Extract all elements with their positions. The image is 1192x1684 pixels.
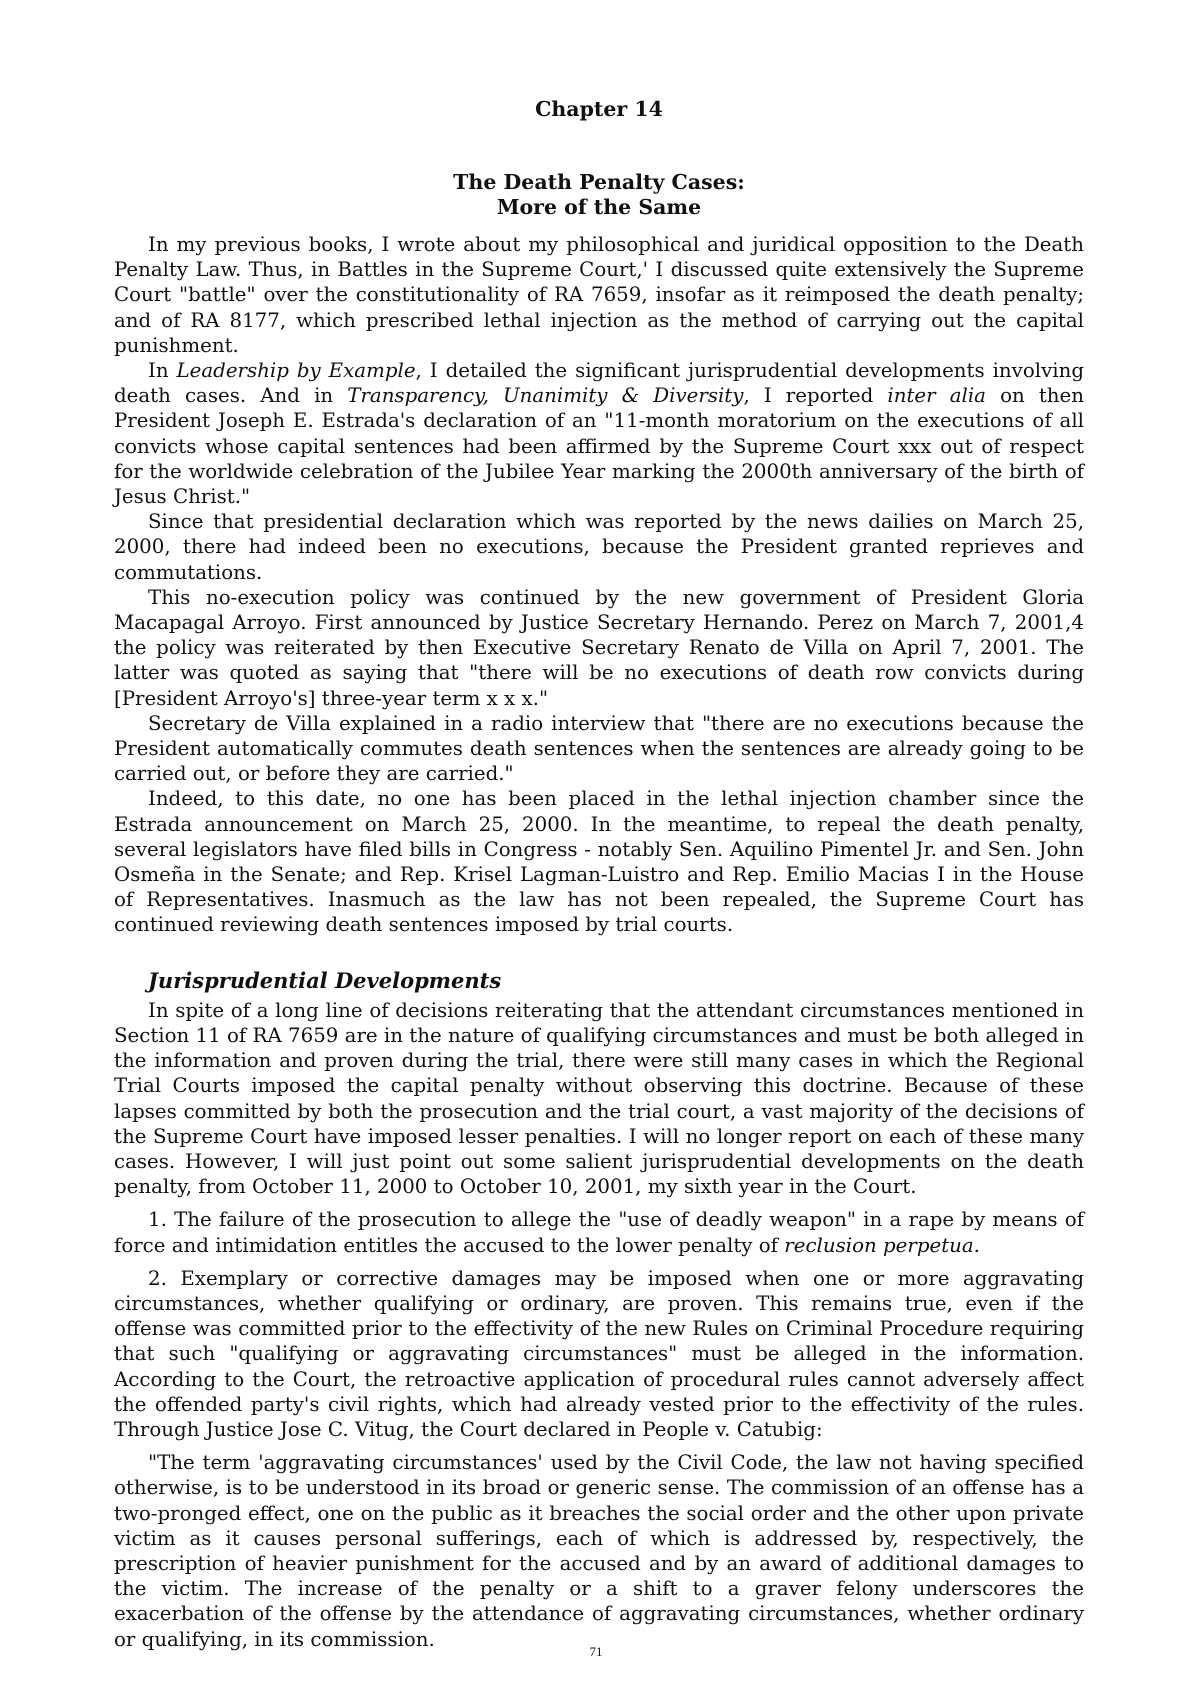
paragraph-3: Since that presidential declaration which was reported by the news dailies on March 25, 2000, there had indeed been no executions, because the President granted reprieves and commutations. <box>114 510 1084 584</box>
paragraph-2-text-g: on then President Joseph E. Estrada's declaration of an "11-month moratorium on the executions of all convicts whose capital sentences had been affirmed by the Supreme Court xxx out of respect for the worldwide celebration of the Jubilee Year marking the 2000th anniversary of the birth of Jesus Christ." <box>114 384 1084 509</box>
paragraph-5: Secretary de Villa explained in a radio interview that "there are no executions because the President automatically commutes death sentences when the sentences are already going to be carried out, or before they are carried." <box>114 711 1084 786</box>
chapter-title <box>114 170 1084 220</box>
paragraph-8 <box>114 1207 1084 1257</box>
chapter-heading: Chapter 14 <box>535 97 663 121</box>
book-title-leadership: Leadership by Example <box>176 359 416 383</box>
chapter-title-line-2: More of the Same <box>496 195 702 219</box>
paragraph-1: In my previous books, I wrote about my philosophical and juridical opposition to the Death Penalty Law. Thus, in Battles in the Supreme Court,' I discussed quite extensively the Supreme Court "battle" over the constitutionality of RA 7659, insofar as it reimposed the death penalty; and of RA 8177, which prescribed lethal injection as the method of carrying out the capital punishment. <box>114 233 1084 357</box>
latin-penalty: reclusion perpetua. <box>784 1233 980 1257</box>
latin-phrase: inter alia <box>887 384 986 408</box>
paragraph-2-text-e: , I reported <box>743 384 888 408</box>
paragraph-6: Indeed, to this date, no one has been placed in the lethal injection chamber since the Estrada announcement on March 25, 2000. In the meantime, to repeal the death penalty, several legislators have filed bills in Congress - notably Sen. Aquilino Pimentel Jr. and Sen. John Osmeña in the Senate; and Rep. Krisel Lagman-Luistro and Rep. Emilio Macias I in the House of Representatives. Inasmuch as the law has not been repealed, the Supreme Court has continued reviewing death sentences imposed by trial courts. <box>114 787 1084 937</box>
paragraph-7: In spite of a long line of decisions reiterating that the attendant circumstances mentioned in Section 11 of RA 7659 are in the nature of qualifying circumstances and must be both alleged in the information and proven during the trial, there were still many cases in which the Regional Trial Courts imposed the capital penalty without observing this doctrine. Because of these lapses committed by both the prosecution and the trial court, a vast majority of the decisions of the Supreme Court have imposed lesser penalties. I will no longer report on each of these many cases. However, I will just point out some salient jurisprudential developments on the death penalty, from October 11, 2000 to October 10, 2001, my sixth year in the Court. <box>114 998 1084 1199</box>
document-page <box>114 96 1084 1652</box>
paragraph-2-text-a: In <box>148 359 177 383</box>
paragraph-8-text: 1. The failure of the prosecution to allege the "use of deadly weapon" in a rape by means of force and intimidation entitles the accused to the lower penalty of <box>114 1208 1084 1257</box>
section-heading: Jurisprudential Developments <box>148 967 502 993</box>
paragraph-2 <box>114 358 1084 509</box>
paragraph-4: This no-execution policy was continued by the new government of President Gloria Macapagal Arroyo. First announced by Justice Secretary Hernando. Perez on March 7, 2001,4 the policy was reiterated by then Executive Secretary Renato de Villa on April 7, 2001. The latter was quoted as saying that "there will be no executions of death row convicts during [President Arroyo's] three-year term x x x." <box>114 585 1084 710</box>
quoted-paragraph: "The term 'aggravating circumstances' used by the Civil Code, the law not having specified otherwise, is to be understood in its broad or generic sense. The commission of an offense has a two-pronged effect, one on the public as it breaches the social order and the other upon private victim as it causes personal sufferings, each of which is addressed by, respectively, the prescription of heavier punishment for the accused and by an award of additional damages to the victim. The increase of the penalty or a shift to a graver felony underscores the exacerbation of the offense by the attendance of aggravating circumstances, whether ordinary or qualifying, in its commission. <box>114 1451 1084 1651</box>
book-title-transparency: Transparency, Unanimity & Diversity <box>347 384 744 408</box>
paragraph-2-text-c: , I detailed the significant jurisprudential developments involving death cases. And in <box>114 359 1084 408</box>
chapter-title-line-1: The Death Penalty Cases: <box>453 170 745 194</box>
paragraph-9: 2. Exemplary or corrective damages may be imposed when one or more aggravating circumstances, whether qualifying or ordinary, are proven. This remains true, even if the offense was committed prior to the effectivity of the new Rules on Criminal Procedure requiring that such "qualifying or aggravating circumstances" must be alleged in the information. According to the Court, the retroactive application of procedural rules cannot adversely affect the offended party's civil rights, which had already vested prior to the effectivity of the rules. Through Justice Jose C. Vitug, the Court declared in People v. Catubig: <box>114 1266 1084 1441</box>
page-number: 71 <box>589 1644 603 1659</box>
